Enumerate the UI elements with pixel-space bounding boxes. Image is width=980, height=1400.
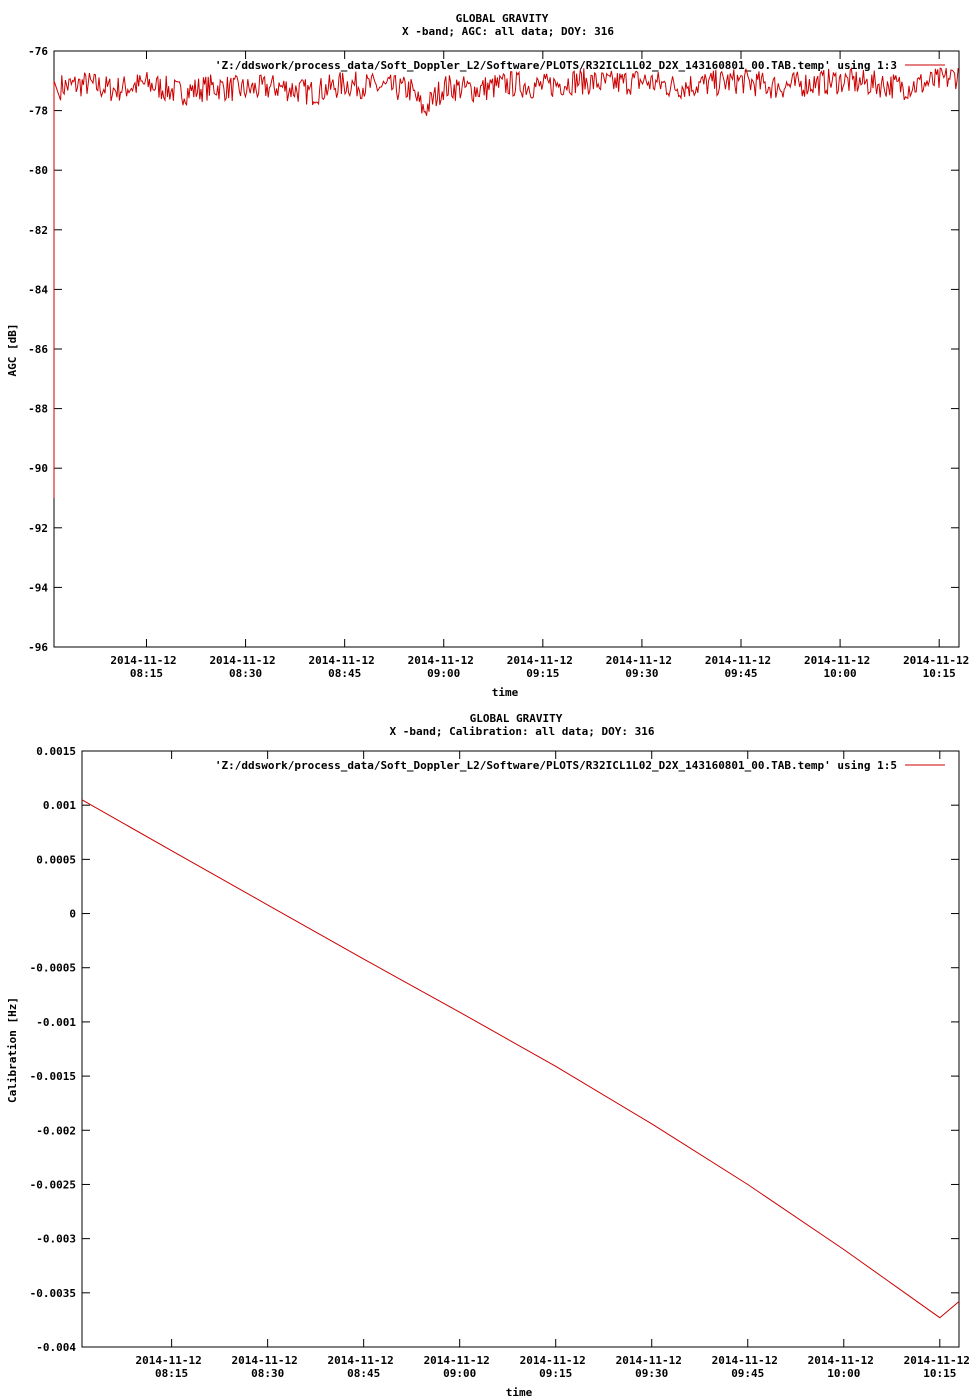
legend-label: 'Z:/ddswork/process_data/Soft_Doppler_L2/Software/PLOTS/R32ICL1L02_D2X_143160801_00.TAB.temp' using 1:5 [214, 759, 897, 772]
x-tick-date: 2014-11-12 [903, 1354, 970, 1367]
chart-subtitle: X -band; Calibration: all data; DOY: 316 [389, 725, 655, 738]
x-tick-date: 2014-11-12 [803, 654, 871, 667]
x-tick-time: 08:45 [328, 667, 362, 680]
x-axis-label: time [505, 1386, 533, 1399]
y-tick-label: -76 [28, 45, 48, 58]
x-tick-time: 09:15 [539, 1367, 573, 1380]
chart-title: GLOBAL GRAVITY [455, 12, 549, 25]
y-tick-label: -0.0015 [29, 1070, 76, 1084]
y-tick-label: -94 [28, 581, 48, 595]
x-tick-time: 09:45 [724, 667, 758, 680]
x-tick-time: 09:30 [625, 667, 659, 680]
y-axis [28, 45, 959, 654]
x-tick-time: 10:15 [922, 667, 956, 680]
y-tick-label: -90 [28, 462, 48, 476]
x-axis [110, 51, 969, 680]
y-tick-label: -0.0035 [29, 1286, 76, 1300]
x-tick-time: 08:30 [251, 1367, 285, 1380]
y-tick-label: -86 [28, 343, 48, 356]
y-tick-label: -0.0005 [29, 961, 76, 975]
calibration-chart [0, 700, 980, 1400]
x-tick-date: 2014-11-12 [519, 1354, 586, 1367]
x-tick-time: 08:30 [229, 667, 263, 680]
x-tick-date: 2014-11-12 [231, 1354, 298, 1367]
x-tick-time: 10:00 [823, 667, 857, 680]
x-tick-date: 2014-11-12 [308, 654, 375, 667]
x-tick-time: 08:45 [347, 1367, 381, 1380]
y-tick-label: -82 [28, 223, 48, 237]
y-axis-label: Calibration [Hz] [6, 997, 19, 1103]
x-tick-date: 2014-11-12 [807, 1354, 874, 1367]
x-tick-date: 2014-11-12 [506, 654, 573, 667]
x-tick-time: 10:15 [923, 1367, 957, 1380]
y-tick-label: -92 [28, 521, 48, 535]
series-line [82, 800, 959, 1318]
x-tick-date: 2014-11-12 [903, 654, 970, 667]
x-tick-date: 2014-11-12 [407, 654, 474, 667]
x-axis-label: time [491, 686, 519, 699]
y-tick-label: -80 [28, 164, 48, 178]
y-tick-label: -0.0025 [29, 1178, 76, 1192]
y-tick-label: 0.001 [42, 799, 76, 813]
x-tick-time: 09:00 [427, 667, 461, 680]
y-tick-label: -78 [28, 104, 48, 118]
x-tick-time: 09:00 [443, 1367, 477, 1380]
x-tick-date: 2014-11-12 [615, 1354, 682, 1367]
x-tick-time: 09:45 [731, 1367, 765, 1380]
x-tick-time: 10:00 [827, 1367, 861, 1380]
y-tick-label: -0.002 [36, 1124, 76, 1138]
x-tick-time: 09:30 [635, 1367, 669, 1380]
x-tick-date: 2014-11-12 [209, 654, 276, 667]
x-tick-date: 2014-11-12 [605, 654, 673, 667]
x-tick-date: 2014-11-12 [711, 1354, 778, 1367]
y-tick-label: -0.001 [36, 1015, 76, 1029]
y-tick-label: -0.004 [36, 1341, 76, 1354]
x-tick-date: 2014-11-12 [704, 654, 772, 667]
legend-label: 'Z:/ddswork/process_data/Soft_Doppler_L2/Software/PLOTS/R32ICL1L02_D2X_143160801_00.TAB.temp' using 1:3 [214, 59, 897, 72]
y-axis-label: AGC [dB] [6, 323, 19, 377]
x-tick-date: 2014-11-12 [110, 654, 177, 667]
x-tick-time: 09:15 [526, 667, 560, 680]
y-tick-label: 0.0005 [36, 853, 76, 867]
x-tick-date: 2014-11-12 [135, 1354, 202, 1367]
x-tick-date: 2014-11-12 [423, 1354, 490, 1367]
y-tick-label: 0 [69, 907, 76, 921]
y-tick-label: -88 [28, 402, 48, 416]
x-tick-date: 2014-11-12 [327, 1354, 394, 1367]
series-line [54, 68, 958, 498]
y-tick-label: -84 [28, 283, 48, 297]
plot-frame [82, 751, 959, 1347]
chart-title: GLOBAL GRAVITY [469, 712, 563, 725]
y-axis [30, 745, 959, 1354]
x-tick-time: 08:15 [155, 1367, 189, 1380]
x-tick-time: 08:15 [129, 667, 164, 680]
y-tick-label: -96 [28, 641, 48, 654]
chart-subtitle: X -band; AGC: all data; DOY: 316 [402, 25, 614, 38]
y-tick-label: 0.0015 [36, 745, 76, 758]
x-axis [136, 751, 970, 1380]
y-tick-label: -0.003 [36, 1232, 76, 1246]
plot-frame [54, 51, 959, 647]
